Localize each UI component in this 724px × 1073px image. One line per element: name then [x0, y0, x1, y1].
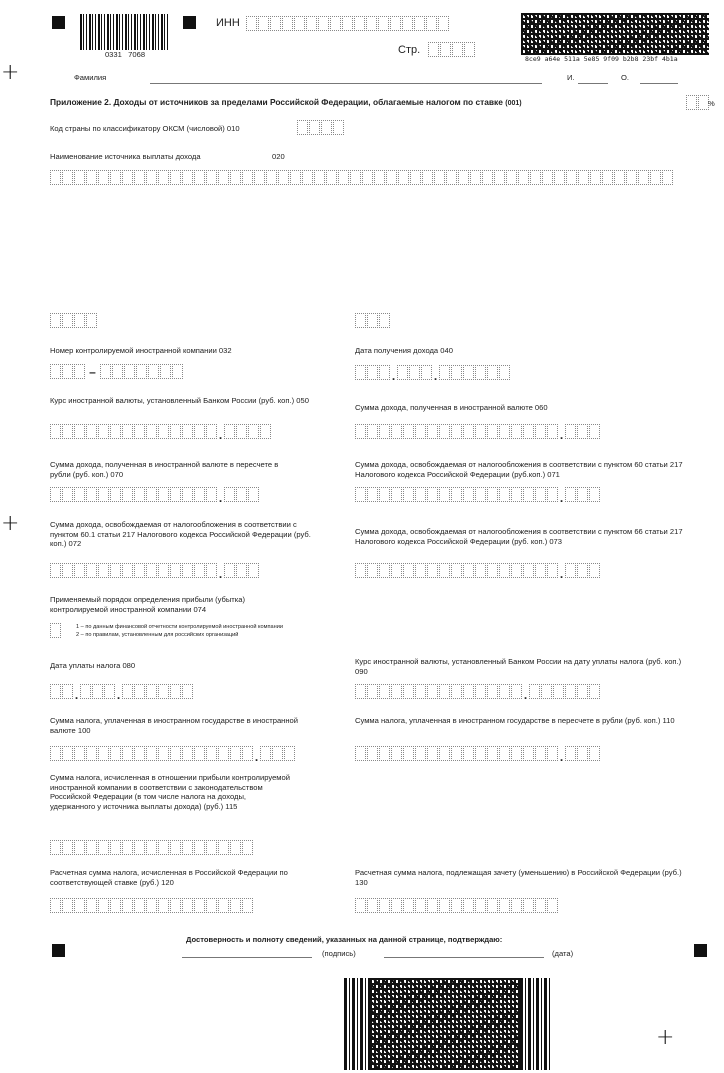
barcode-2d-icon	[521, 13, 709, 55]
unnamed-field-left[interactable]	[50, 313, 98, 328]
source-name-code: 020	[272, 152, 285, 161]
tax-on-profit-label: Сумма налога, исчисленная в отношении прибыли контролируемой иностранной компании в соответствии с законодательством Российской Федерации (в том числе налога на доходы, удержанного у источника выплаты дохода) (руб.) 115	[50, 773, 290, 811]
date-line[interactable]	[384, 957, 544, 958]
registration-marker	[52, 16, 65, 29]
country-code-field[interactable]	[297, 120, 345, 135]
company-number-field[interactable]: –	[50, 364, 184, 379]
confirmation-text: Достоверность и полноту сведений, указанных на данной странице, подтверждаю:	[186, 935, 503, 944]
source-name-field[interactable]	[50, 170, 674, 185]
tax-paid-foreign-label: Сумма налога, уплаченная в иностранном государстве в иностранной валюте 100	[50, 716, 299, 735]
exempt-66-field[interactable]: .	[355, 563, 601, 578]
crosshair-icon: +	[656, 1025, 675, 1050]
signature-line[interactable]	[182, 957, 312, 958]
income-rub-field[interactable]: .	[50, 487, 260, 502]
registration-marker	[183, 16, 196, 29]
calc-tax-credit-field[interactable]	[355, 898, 559, 913]
signature-caption: (подпись)	[322, 949, 356, 958]
exempt-60-field[interactable]: .	[355, 487, 601, 502]
tax-on-profit-field[interactable]	[50, 840, 254, 855]
rate-on-payment-field[interactable]: .	[355, 684, 601, 699]
calc-tax-credit-label: Расчетная сумма налога, подлежащая зачету (уменьшению) в Российской Федерации (руб.) 130	[355, 868, 682, 887]
unnamed-field-right[interactable]	[355, 313, 391, 328]
tax-paid-foreign-field[interactable]: .	[50, 746, 296, 761]
exempt-60-1-label: Сумма дохода, освобождаемая от налогообложения в соответствии с пунктом 60.1 статьи 217 Налогового кодекса Российской Федерации (руб. коп.) 072	[50, 520, 311, 548]
initial-i-label: И.	[567, 73, 575, 82]
calc-tax-rf-label: Расчетная сумма налога, исчисленная в Российской Федерации по соответствующей ставке (руб.) 120	[50, 868, 288, 887]
company-number-label: Номер контролируемой иностранной компании 032	[50, 346, 232, 355]
barcode-number: 0331 7068	[104, 50, 146, 59]
registration-marker	[694, 944, 707, 957]
tax-payment-date-field[interactable]: . .	[50, 684, 194, 699]
barcode-icon	[80, 14, 168, 50]
surname-label: Фамилия	[74, 73, 107, 82]
barcode-code: 8ce9 a64e 511a 5e85 9f09 b2b8 23bf 4b1a	[525, 55, 678, 63]
page-number-field[interactable]	[428, 42, 476, 57]
tax-paid-rub-field[interactable]: .	[355, 746, 601, 761]
income-date-field[interactable]: . .	[355, 365, 511, 380]
crosshair-icon: +	[1, 60, 20, 85]
country-code-label: Код страны по классификатору ОКСМ (числовой) 010	[50, 124, 240, 133]
initial-i-field[interactable]	[578, 83, 608, 84]
page-label: Стр.	[398, 44, 421, 56]
percent-sign: %	[708, 99, 715, 108]
registration-marker	[52, 944, 65, 957]
income-foreign-label: Сумма дохода, полученная в иностранной валюте 060	[355, 403, 548, 412]
page-title-code: (001)	[505, 100, 522, 107]
income-date-label: Дата получения дохода 040	[355, 346, 453, 355]
exempt-60-label: Сумма дохода, освобождаемая от налогообложения в соответствии с пунктом 60 статьи 217 Налогового кодекса Российской Федерации (руб.коп.) 071	[355, 460, 683, 479]
source-name-label: Наименование источника выплаты дохода	[50, 152, 201, 161]
profit-method-field[interactable]	[50, 623, 62, 638]
surname-field[interactable]	[150, 83, 542, 84]
barcode-2d-core	[370, 978, 520, 1070]
tax-rate-field[interactable]	[686, 95, 710, 110]
inn-field[interactable]	[246, 16, 450, 31]
inn-label: ИНН	[216, 17, 240, 29]
calc-tax-rf-field[interactable]	[50, 898, 254, 913]
income-foreign-field[interactable]: .	[355, 424, 601, 439]
initial-o-label: О.	[621, 73, 630, 82]
income-rub-label: Сумма дохода, полученная в иностранной валюте в пересчете в рубли (руб. коп.) 070	[50, 460, 279, 479]
profit-option-2: 2 – по правилам, установленным для российских организаций	[76, 632, 239, 638]
date-caption: (дата)	[552, 949, 574, 958]
tax-paid-rub-label: Сумма налога, уплаченная в иностранном государстве в пересчете в рубли (руб. коп.) 110	[355, 716, 675, 725]
initial-o-field[interactable]	[640, 83, 678, 84]
rate-on-payment-label: Курс иностранной валюты, установленный Банком России на дату уплаты налога (руб. коп.) 090	[355, 657, 682, 676]
exempt-60-1-field[interactable]: .	[50, 563, 260, 578]
exempt-66-label: Сумма дохода, освобождаемая от налогообложения в соответствии с пунктом 66 статьи 217 Налогового кодекса Российской Федерации (руб. коп.) 073	[355, 527, 683, 546]
exchange-rate-label: Курс иностранной валюты, установленный Банком России (руб. коп.) 050	[50, 396, 309, 405]
profit-option-1: 1 – по данным финансовой отчетности контролируемой иностранной компании	[76, 624, 283, 630]
profit-method-label: Применяемый порядок определения прибыли (убытка) контролируемой иностранной компании 074	[50, 595, 246, 614]
tax-payment-date-label: Дата уплаты налога 080	[50, 661, 136, 670]
exchange-rate-field[interactable]: .	[50, 424, 272, 439]
crosshair-icon: +	[1, 511, 20, 536]
page-title	[50, 97, 522, 107]
page-title-text: Приложение 2. Доходы от источников за пределами Российской Федерации, облагаемые налогом по ставке	[50, 97, 503, 107]
